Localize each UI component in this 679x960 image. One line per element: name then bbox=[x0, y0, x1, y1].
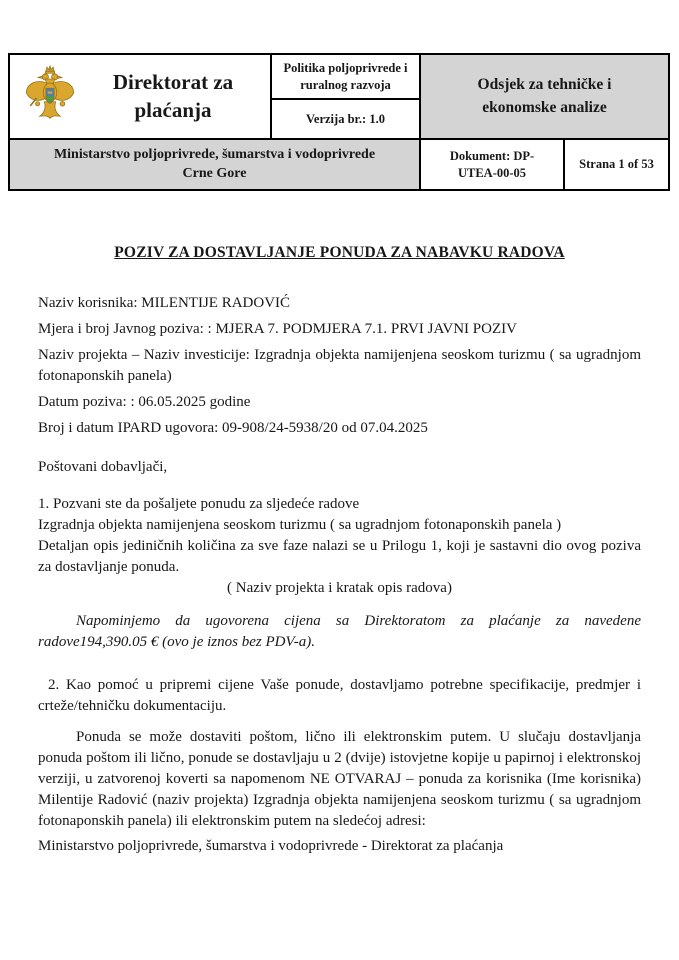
montenegro-coat-of-arms-icon bbox=[24, 65, 76, 128]
directorate-name: Direktorat za plaćanja bbox=[112, 70, 234, 122]
item1-detail: Detaljan opis jediničnih količina za sve faze nalazi se u Prilogu 1, koji je sastavni dio ovog poziva za dostavljanje ponuda. bbox=[38, 538, 641, 575]
header-row-top bbox=[10, 55, 668, 138]
delivery-address: Ministarstvo poljoprivrede, šumarstva i vodoprivrede - Direktorat za plaćanja bbox=[38, 838, 504, 854]
header-row-bottom bbox=[10, 138, 668, 189]
field-project-name: Naziv projekta – Naziv investicije: Izgradnja objekta namijenjena seoskom turizmu ( sa ugradnjom fotonaponskih panela) bbox=[38, 347, 641, 384]
header-cell-policy-version bbox=[272, 55, 421, 138]
salutation: Poštovani dobavljači, bbox=[38, 459, 168, 475]
item1-intro: 1. Pozvani ste da pošaljete ponudu za sljedeće radove bbox=[38, 496, 360, 512]
delivery-instructions: Ponuda se može dostaviti poštom, lično ili elektronskim putem. U slučaju dostavljanja ponuda poštom ili lično, ponude se dostavljaju u 2 (dvije) istovjetne kopije u papirnoj i elektronskoj verziji, u zatvorenoj koverti sa napomenom NE OTVARAJ – ponuda za korisnika (Ime korisnika) Milentije Radović (naziv projekta) Izgradnja objekta namijenjena seoskom turizmu ( sa ugradnjom fotonaponskih panela) ili elektronskim putem na sledećoj adresi: bbox=[38, 729, 641, 829]
header-cell-directorate bbox=[10, 55, 272, 138]
item1-project: Izgradnja objekta namijenjena seoskom turizmu ( sa ugradnjom fotonaponskih panela ) bbox=[38, 517, 562, 533]
header-table bbox=[8, 53, 670, 191]
version-label: Verzija br.: 1.0 bbox=[306, 111, 385, 126]
policy-label: Politika poljoprivrede i ruralnog razvoja bbox=[272, 55, 419, 100]
field-beneficiary-name: Naziv korisnika: MILENTIJE RADOVIĆ bbox=[38, 295, 291, 311]
document-number: Dokument: DP-UTEA-00-05 bbox=[421, 140, 565, 189]
section-item-1 bbox=[38, 494, 641, 578]
document-title: POZIV ZA DOSTAVLJANJE PONUDA ZA NABAVKU RADOVA bbox=[114, 244, 565, 261]
ministry-label: Ministarstvo poljoprivrede, šumarstva i vodoprivrede Crne Gore bbox=[10, 140, 421, 189]
field-ipard-contract: Broj i datum IPARD ugovora: 09-908/24-5938/20 od 07.04.2025 bbox=[38, 420, 428, 436]
field-measure-call: Mjera i broj Javnog poziva: : MJERA 7. PODMJERA 7.1. PRVI JAVNI POZIV bbox=[38, 321, 517, 337]
field-call-date: Datum poziva: : 06.05.2025 godine bbox=[38, 394, 251, 410]
page-number: Strana 1 of 53 bbox=[579, 157, 654, 171]
document-body bbox=[38, 191, 641, 857]
contract-price-note: Napominjemo da ugovorena cijena sa Direktoratom za plaćanje za navedene radove194,390.05 € (ovo je iznos bez PDV-a). bbox=[38, 613, 641, 650]
project-caption: ( Naziv projekta i kratak opis radova) bbox=[227, 580, 452, 596]
department-label: Odsjek za tehničke i ekonomske analize bbox=[421, 55, 668, 138]
section-item-2: 2. Kao pomoć u pripremi cijene Vaše ponude, dostavljamo potrebne specifikacije, predmjer i crteže/tehničku dokumentaciju. bbox=[38, 677, 641, 714]
